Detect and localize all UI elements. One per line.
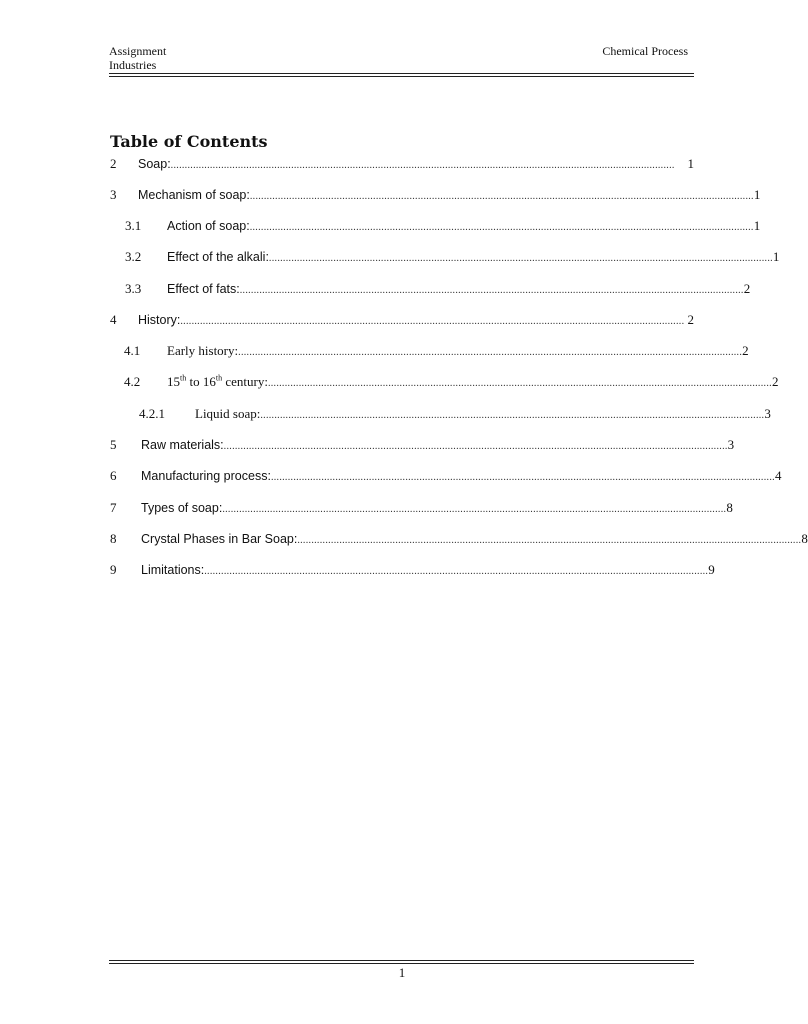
toc-entry-label: Early history: xyxy=(167,343,239,358)
toc-entry-label: Crystal Phases in Bar Soap: xyxy=(141,532,298,546)
toc-entry-label: Soap: xyxy=(138,157,171,171)
toc-entry-number: 3 xyxy=(110,187,117,202)
header-right: Chemical Process xyxy=(602,44,688,58)
toc-entry-effect-of-fats[interactable] xyxy=(110,279,751,299)
toc-entry-soap[interactable] xyxy=(110,154,694,174)
toc-entry-page: 2 xyxy=(771,374,779,389)
toc-entry-crystal-phases-in-bar-soap[interactable] xyxy=(110,529,808,549)
toc-entry-label: Liquid soap: xyxy=(195,406,261,421)
toc-leader-dots: .................................................................................................................................................................................... xyxy=(297,535,802,546)
toc-entry-number: 4.1 xyxy=(124,343,141,358)
header-rule-bottom xyxy=(109,76,694,77)
toc-entry-label: Raw materials: xyxy=(141,438,224,452)
toc-entry-page: 3 xyxy=(764,406,771,421)
ordinal-suffix: th xyxy=(180,373,187,383)
toc-entry-label: Effect of the alkali: xyxy=(167,250,269,264)
toc-entry-page: 1 xyxy=(772,249,780,264)
ordinal-suffix: th xyxy=(215,373,223,383)
toc-entry-label xyxy=(167,372,268,392)
label-part: 15 xyxy=(167,374,180,389)
toc-entry-page: 1 xyxy=(753,187,761,202)
toc-entry-early-history[interactable] xyxy=(110,341,749,361)
toc-entry-number: 3.3 xyxy=(125,281,142,296)
toc-entry-label: Types of soap: xyxy=(141,501,223,515)
toc-entry-number: 4 xyxy=(110,312,117,327)
toc-leader-dots: .................................................................................................................................................................................... xyxy=(267,378,772,389)
toc-entry-page: 3 xyxy=(727,437,735,452)
toc-entry-number: 7 xyxy=(110,500,117,515)
toc-entry-number: 6 xyxy=(110,468,117,483)
toc-entry-types-of-soap[interactable] xyxy=(110,498,733,518)
toc-entry-page: 2 xyxy=(743,281,751,296)
toc-entry-label: Limitations: xyxy=(141,563,205,577)
toc-entry-number: 9 xyxy=(110,562,117,577)
footer-rule-top xyxy=(109,960,694,961)
page-number: 1 xyxy=(398,965,406,980)
toc-entry-liquid-soap[interactable] xyxy=(110,404,771,424)
toc-entry-15th-to-16th-century[interactable] xyxy=(110,372,779,392)
toc-entry-page: 1 xyxy=(753,218,761,233)
toc-leader-dots: .................................................................................................................................................................................... xyxy=(170,160,675,171)
toc-entry-number: 3.2 xyxy=(125,249,142,264)
toc-leader-dots: .................................................................................................................................................................................... xyxy=(239,285,744,296)
label-part: century: xyxy=(222,374,268,389)
toc-entry-page: 2 xyxy=(687,312,694,327)
toc-leader-dots: .................................................................................................................................................................................... xyxy=(249,222,754,233)
toc-entry-number: 3.1 xyxy=(125,218,142,233)
toc-entry-number: 8 xyxy=(110,531,117,546)
toc-entry-number: 4.2.1 xyxy=(139,406,165,421)
header-left-line1: Assignment xyxy=(109,44,167,58)
toc-entry-page: 2 xyxy=(742,343,749,358)
toc-leader-dots: .................................................................................................................................................................................... xyxy=(268,253,773,264)
toc-entry-raw-materials[interactable] xyxy=(110,435,735,455)
toc-entry-label: Action of soap: xyxy=(167,219,250,233)
toc-entry-page: 8 xyxy=(801,531,808,546)
toc-leader-dots: .................................................................................................................................................................................... xyxy=(222,504,727,515)
label-part: to 16 xyxy=(186,374,216,389)
toc-entry-action-of-soap[interactable] xyxy=(110,216,761,236)
toc-entry-page: 4 xyxy=(774,468,782,483)
toc-leader-dots: .................................................................................................................................................................................... xyxy=(249,191,754,202)
toc-entry-page: 8 xyxy=(726,500,733,515)
toc-entry-label: Effect of fats: xyxy=(167,282,240,296)
toc-entry-number: 4.2 xyxy=(124,374,141,389)
header-left xyxy=(109,44,166,72)
toc-entry-mechanism-of-soap[interactable] xyxy=(110,185,761,205)
header-left-line2: Industries xyxy=(109,58,157,72)
toc-leader-dots: .................................................................................................................................................................................... xyxy=(223,441,728,452)
toc-leader-dots: .................................................................................................................................................................................... xyxy=(204,566,709,577)
toc-entry-number: 2 xyxy=(110,156,117,171)
toc-leader-dots: .................................................................................................................................................................................... xyxy=(180,316,685,327)
toc-entry-page: 1 xyxy=(687,156,694,171)
toc-entry-label: Mechanism of soap: xyxy=(138,188,250,202)
toc-leader-dots: .................................................................................................................................................................................... xyxy=(270,472,775,483)
toc-entry-number: 5 xyxy=(110,437,117,452)
toc-entry-effect-of-the-alkali[interactable] xyxy=(110,247,780,267)
toc-entry-label: History: xyxy=(138,313,181,327)
toc-entry-page: 9 xyxy=(708,562,715,577)
toc-entry-label: Manufacturing process: xyxy=(141,469,271,483)
toc-title: Table of Contents xyxy=(110,132,268,151)
toc-leader-dots: .................................................................................................................................................................................... xyxy=(260,410,765,421)
toc-entry-limitations[interactable] xyxy=(110,560,715,580)
toc-leader-dots: .................................................................................................................................................................................... xyxy=(238,347,743,358)
header-rule-top xyxy=(109,73,694,74)
toc-entry-history[interactable] xyxy=(110,310,694,330)
toc-entry-manufacturing-process[interactable] xyxy=(110,466,782,486)
